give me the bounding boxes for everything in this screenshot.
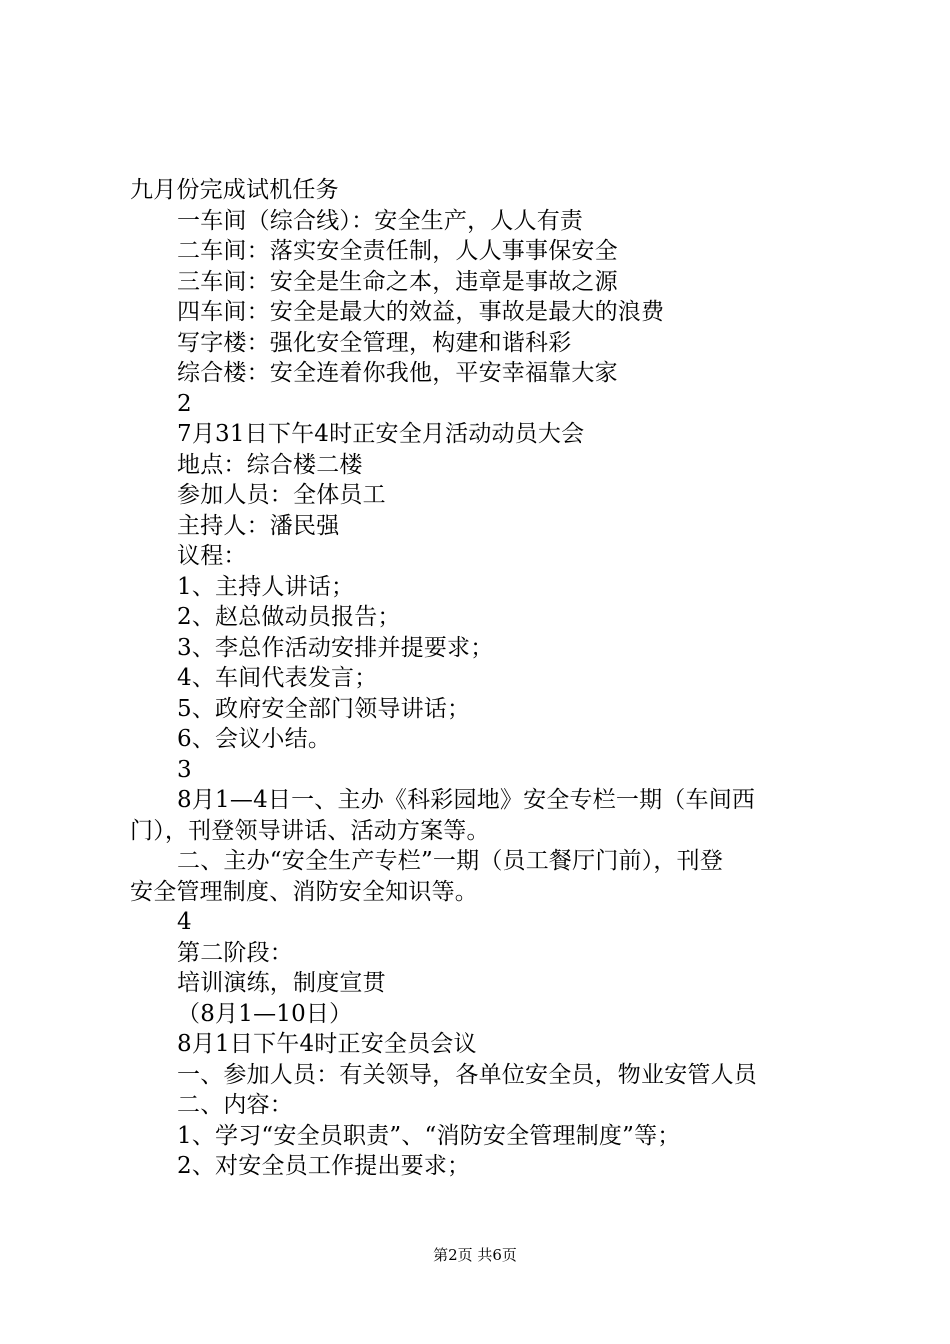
text-line: 二、主办“安全生产专栏”一期（员工餐厅门前），刊登: [177, 848, 724, 874]
list-item: 2、对安全员工作提出要求；: [177, 1153, 471, 1179]
text-line: 主持人：潘民强: [177, 512, 340, 539]
text-line: 一、参加人员：有关领导，各单位安全员，物业安管人员: [177, 1061, 757, 1088]
list-item: 1、主持人讲话；: [177, 573, 355, 600]
text-line: 一车间（综合线）：安全生产，人人有责: [177, 207, 584, 234]
list-item: 5、政府安全部门领导讲话；: [177, 695, 471, 722]
list-item: 6、会议小结。: [177, 726, 332, 752]
text-line: 九月份完成试机任务: [130, 177, 339, 203]
text-line: 8月1日下午4时正安全员会议: [177, 1031, 477, 1057]
list-item: 3、李总作活动安排并提要求；: [177, 634, 494, 661]
section-number: 2: [177, 390, 192, 417]
section-number: 3: [177, 756, 192, 783]
text-line: 综合楼：安全连着你我他，平安幸福靠大家: [177, 360, 618, 386]
list-item: 1、学习“安全员职责”、“消防安全管理制度”等；: [177, 1122, 681, 1149]
list-item: 2、赵总做动员报告；: [177, 604, 401, 630]
text-line: 安全管理制度、消防安全知识等。: [130, 878, 478, 905]
list-item: 4、车间代表发言；: [177, 665, 378, 691]
text-line: 8月1—4日一、主办《科彩园地》安全专栏一期（车间西: [177, 787, 756, 813]
section-number: 4: [177, 909, 192, 935]
document-body: [130, 175, 830, 1182]
text-line: 议程：: [177, 543, 247, 569]
text-line: 第二阶段：: [177, 939, 293, 966]
page-footer: 第2页 共6页: [433, 1246, 517, 1264]
text-line: 地点：综合楼二楼: [177, 451, 363, 478]
text-line: 四车间：安全是最大的效益，事故是最大的浪费: [177, 299, 665, 325]
text-line: （8月1—10日）: [177, 1000, 353, 1027]
text-line: 二、内容：: [177, 1092, 293, 1118]
text-line: 写字楼：强化安全管理，构建和谐科彩: [177, 329, 572, 356]
text-line: 门），刊登领导讲话、活动方案等。: [130, 817, 490, 844]
text-line: 参加人员：全体员工: [177, 482, 386, 508]
text-line: 7月31日下午4时正安全月活动动员大会: [177, 421, 585, 447]
text-line: 二车间：落实安全责任制，人人事事保安全: [177, 238, 618, 264]
text-line: 培训演练，制度宣贯: [177, 970, 386, 996]
text-line: 三车间：安全是生命之本，违章是事故之源: [177, 268, 618, 295]
